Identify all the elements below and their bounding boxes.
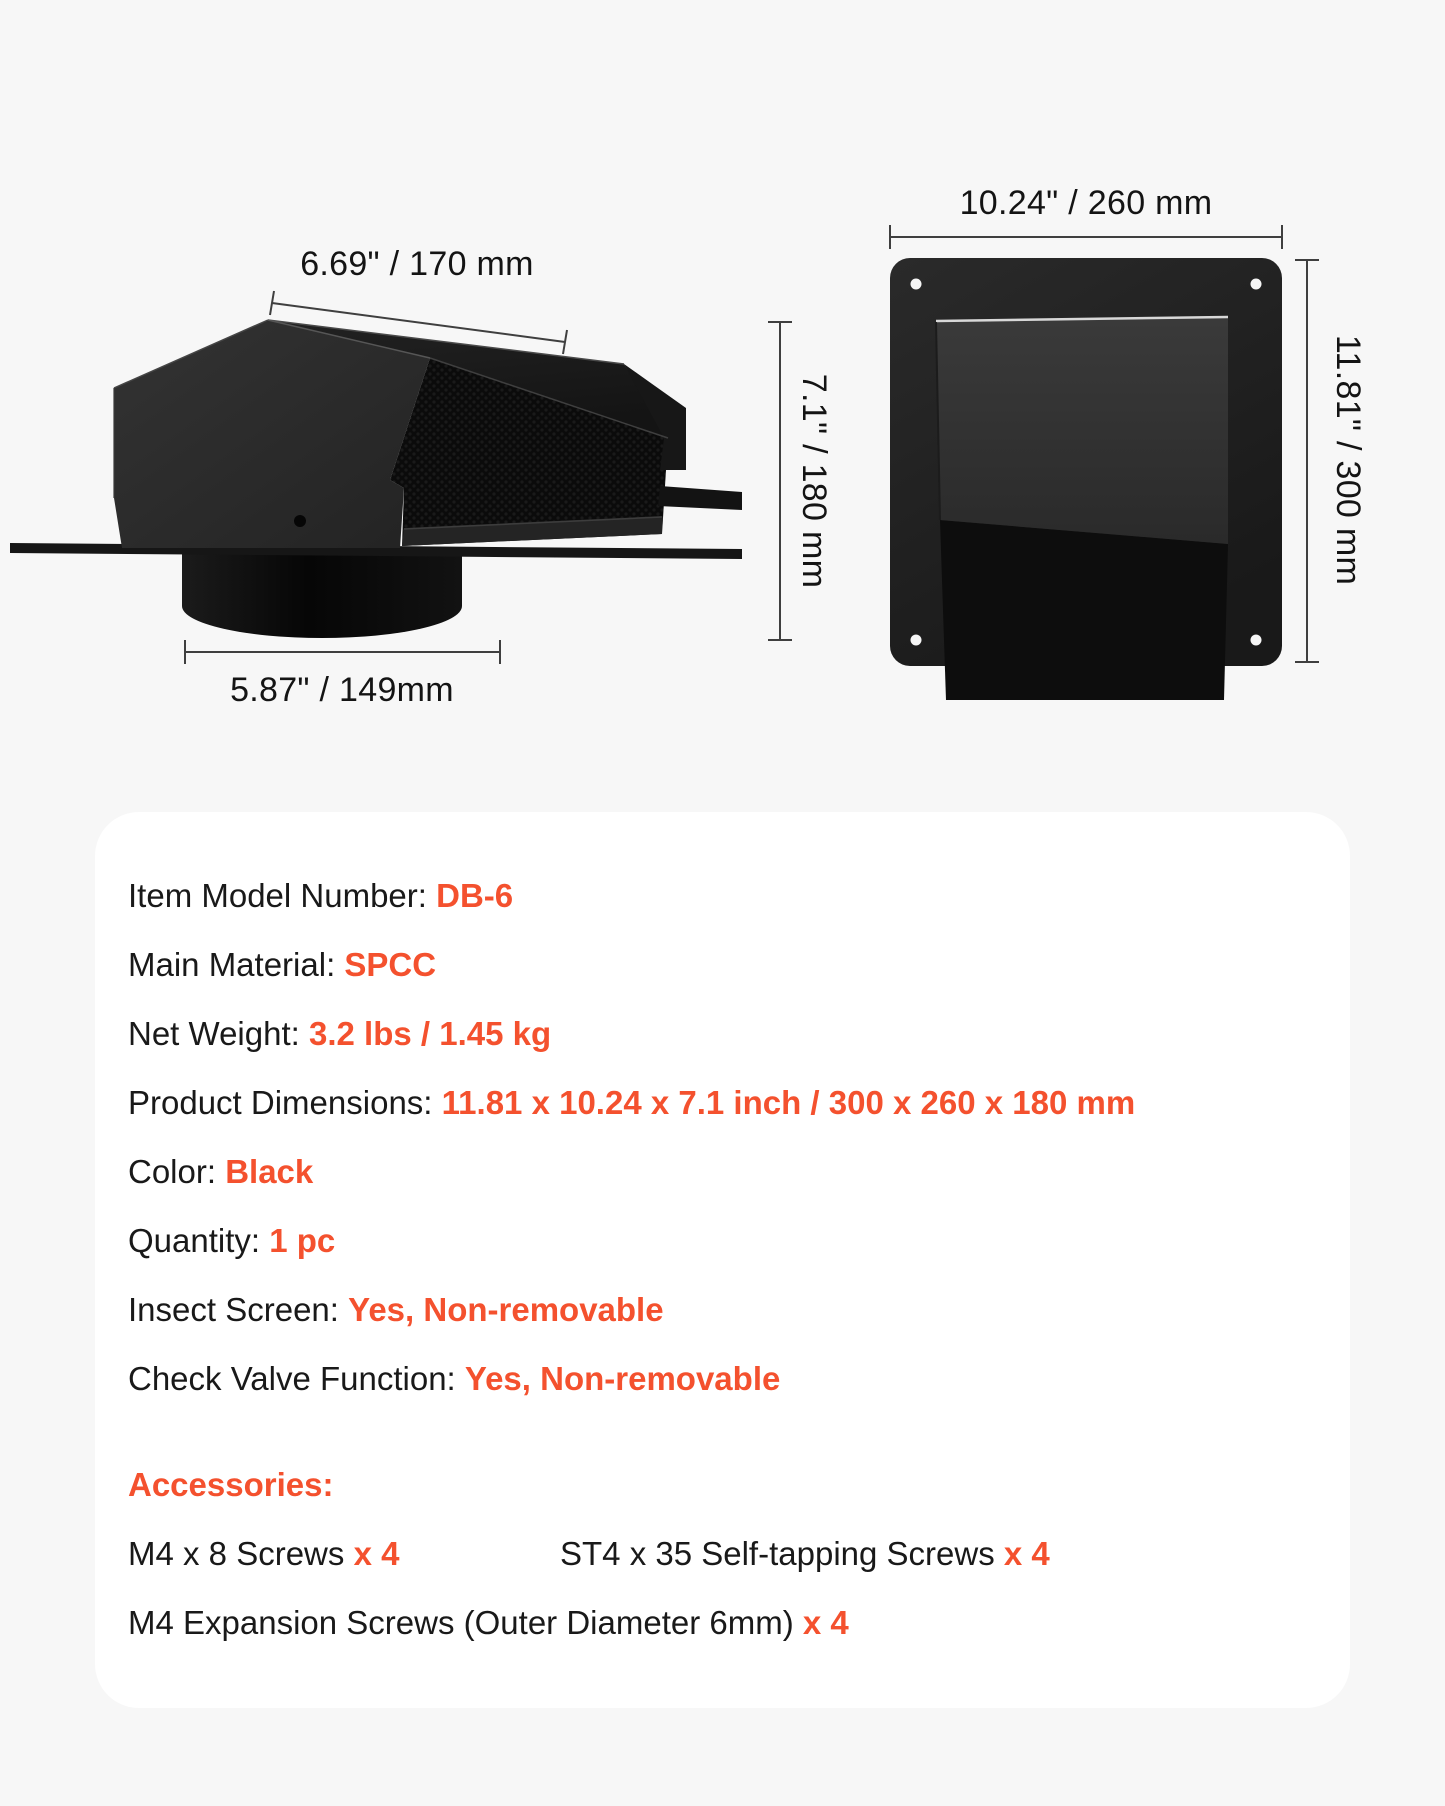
spec-card [95, 812, 1350, 1708]
dim-label-collar-diameter: 5.87" / 149mm [230, 671, 454, 709]
product-hero-artwork [0, 0, 1445, 760]
mounting-hole [911, 635, 922, 646]
accessory-item [128, 1535, 399, 1572]
mounting-hole [911, 279, 922, 290]
spec-value: 3.2 lbs / 1.45 kg [308, 1015, 552, 1052]
dim-label-plate-width: 10.24" / 260 mm [959, 184, 1213, 222]
dim-label-vent-height: 7.1" / 180 mm [795, 373, 833, 589]
dim-label-vent-width: 6.69" / 170 mm [300, 245, 534, 283]
spec-label: Main Material: [128, 946, 336, 983]
spec-value: SPCC [344, 946, 437, 983]
mounting-hole [1251, 279, 1262, 290]
dim-label-plate-height: 11.81" / 300 mm [1329, 334, 1367, 586]
accessory-item [128, 1604, 849, 1641]
spec-value: 1 pc [269, 1222, 336, 1259]
accessory-label: M4 x 8 Screws [128, 1535, 345, 1572]
spec-label: Check Valve Function: [128, 1360, 456, 1397]
spec-row [128, 1083, 1310, 1123]
spec-value: Black [225, 1153, 314, 1190]
accessories-heading: Accessories: [128, 1466, 334, 1503]
spec-row [128, 1290, 1310, 1330]
spec-label: Color: [128, 1153, 217, 1190]
spec-value: Yes, Non-removable [464, 1360, 781, 1397]
spec-row [128, 1014, 1310, 1054]
spec-label: Quantity: [128, 1222, 261, 1259]
accessory-row [128, 1534, 1310, 1574]
spec-label: Product Dimensions: [128, 1084, 433, 1121]
spec-value: Yes, Non-removable [348, 1291, 664, 1328]
spec-value: DB-6 [436, 877, 514, 914]
accessory-row [128, 1603, 1310, 1643]
spec-row [128, 945, 1310, 985]
accessory-qty: x 4 [353, 1535, 400, 1572]
back-plate-front-view-image [890, 258, 1282, 700]
accessory-qty: x 4 [802, 1604, 849, 1641]
accessory-label: ST4 x 35 Self-tapping Screws [560, 1535, 995, 1572]
spec-value: 11.81 x 10.24 x 7.1 inch / 300 x 260 x 180 mm [441, 1084, 1136, 1121]
spec-label: Net Weight: [128, 1015, 300, 1052]
accessory-label: M4 Expansion Screws (Outer Diameter 6mm) [128, 1604, 794, 1641]
spec-row [128, 1152, 1310, 1192]
mounting-hole [1251, 635, 1262, 646]
accessory-qty: x 4 [1003, 1535, 1050, 1572]
spec-label: Insect Screen: [128, 1291, 339, 1328]
screw-dot [294, 515, 306, 527]
spec-row [128, 1359, 1310, 1399]
spec-row [128, 876, 1310, 916]
accessory-item [560, 1534, 1050, 1574]
spec-label: Item Model Number: [128, 877, 427, 914]
spec-rows [128, 876, 1310, 1399]
vent-cap-side-view-image [10, 320, 742, 638]
spec-row [128, 1221, 1310, 1261]
